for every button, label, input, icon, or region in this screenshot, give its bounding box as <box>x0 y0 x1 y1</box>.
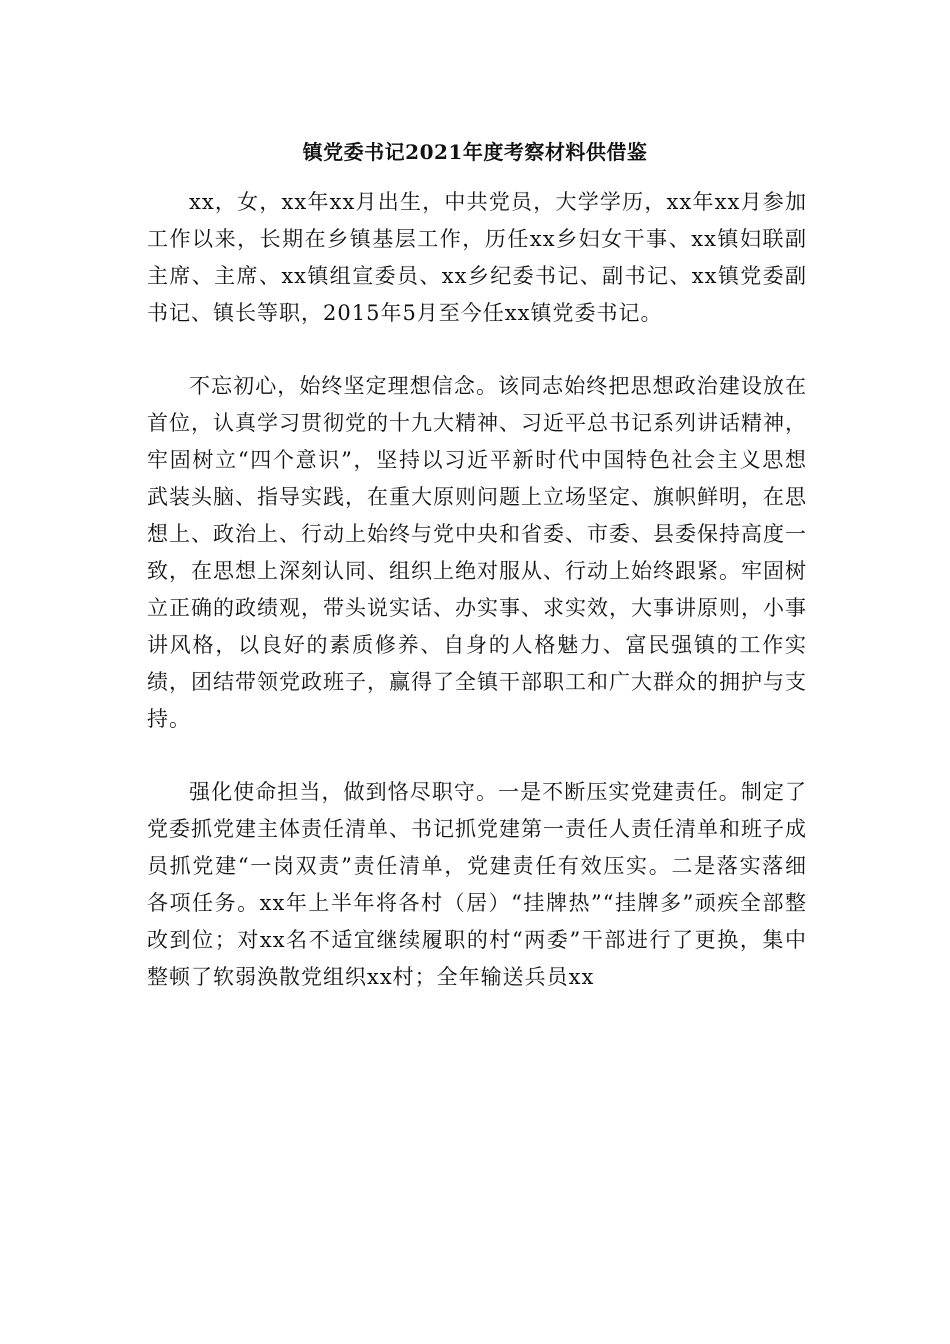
paragraph-ideals: 不忘初心，始终坚定理想信念。该同志始终把思想政治建设放在首位，认真学习贯彻党的十九大精神、习近平总书记系列讲话精神，牢固树立“四个意识”，坚持以习近平新时代中国特色社会主义思想武装头脑、指导实践，在重大原则问题上立场坚定、旗帜鲜明，在思想上、政治上、行动上始终与党中央和省委、市委、县委保持高度一致，在思想上深刻认同、组织上绝对服从、行动上始终跟紧。牢固树立正确的政绩观，带头说实话、办实事、求实效，大事讲原则，小事讲风格，以良好的素质修养、自身的人格魅力、富民强镇的工作实绩，团结带领党政班子，赢得了全镇干部职工和广大群众的拥护与支持。 <box>147 374 807 731</box>
document-title: 镇党委书记2021年度考察材料供借鉴 <box>302 140 648 164</box>
paragraph-profile: xx，女，xx年xx月出生，中共党员，大学学历，xx年xx月参加工作以来，长期在乡镇基层工作，历任xx乡妇女干事、xx镇妇联副主席、主席、xx镇组宣委员、xx乡纪委书记、副书记、xx镇党委副书记、镇长等职，2015年5月至今任xx镇党委书记。 <box>147 190 807 325</box>
document-body <box>147 184 807 996</box>
paragraph-duty: 强化使命担当，做到恪尽职守。一是不断压实党建责任。制定了党委抓党建主体责任清单、书记抓党建第一责任人责任清单和班子成员抓党建“一岗双责”责任清单，党建责任有效压实。二是落实落细各项任务。xx年上半年将各村（居）“挂牌热”“挂牌多”顽疾全部整改到位；对xx名不适宜继续履职的村“两委”干部进行了更换，集中整顿了软弱涣散党组织xx村；全年输送兵员xx <box>147 780 807 989</box>
